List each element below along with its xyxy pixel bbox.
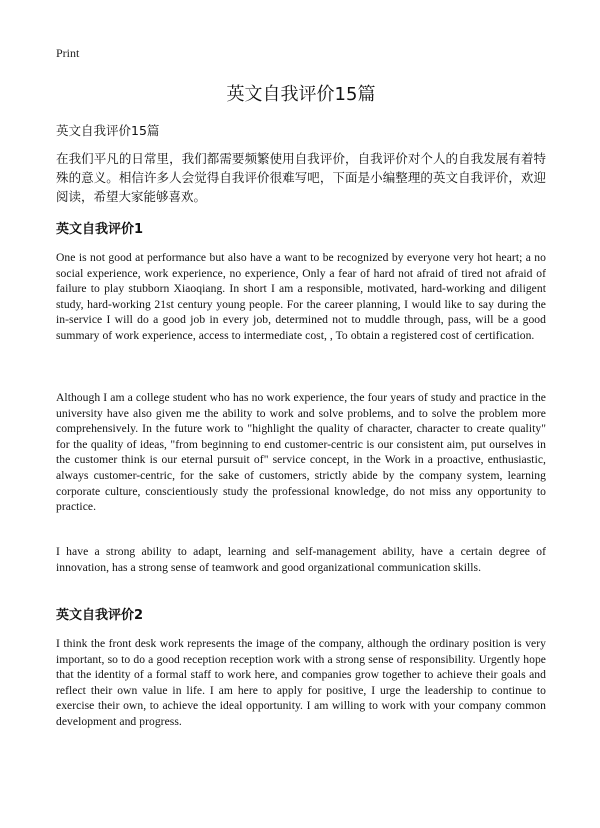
section-1-paragraph-3: I have a strong ability to adapt, learning and self-management ability, have a certain degree of innovation, has a strong sense of teamwork and good organizational communication skills.: [56, 545, 546, 574]
intro-paragraph: 在我们平凡的日常里，我们都需要频繁使用自我评价，自我评价对个人的自我发展有着特殊的意义。相信许多人会觉得自我评价很难写吧，下面是小编整理的英文自我评价，欢迎阅读，希望大家能够喜欢。: [56, 151, 546, 204]
document-subtitle: 英文自我评价15篇: [56, 123, 160, 138]
document-title: 英文自我评价15篇: [226, 84, 376, 105]
section-2-paragraph-1: I think the front desk work represents the image of the company, although the ordinary position is very important, so to do a good reception reception work with a strong sense of responsibility. Urgently hope that the identity of a formal staff to work here, and companies grow together to achieve their goals and reflect their own value in life. I am here to apply for positive, I urge the leadership to continue to exercise their own, to achieve the ideal opportunity. I am willing to work with your company common development and progress.: [56, 637, 546, 728]
section-heading-1: 英文自我评价1: [56, 222, 144, 237]
section-1-paragraph-2: Although I am a college student who has no work experience, the four years of study and practice in the university have also given me the ability to work and solve problems, and to solve the problem more comprehensively. In the future work to "highlight the quality of character, character to create quality" for the quality of ideas, "from beginning to end customer-centric is our consistent aim, put ourselves in the customer think is our eternal pursuit of" service concept, in the Work in a proactive, enthusiastic, always customer-centric, for the sake of customers, strictly abide by the company system, learning corporate culture, conscientiously study the professional knowledge, do not miss any opportunity to practice.: [56, 391, 546, 514]
section-heading-2: 英文自我评价2: [56, 608, 144, 623]
print-label: Print: [56, 46, 80, 60]
section-1-paragraph-1: One is not good at performance but also have a want to be recognized by everyone very hot heart; a no social experience, work experience, no experience, Only a fear of hard not afraid of tired not afraid of failure to play stubborn Xiaoqiang. In short I am a responsible, motivated, hard-working and diligent study, hard-working 21st century young people. For the career planning, I would like to say during the in-service I will do a good job in every job, determined not to muddle through, pass, will be a good summary of work experience, access to intermediate cost, , To obtain a registered cost of certification.: [56, 251, 546, 342]
